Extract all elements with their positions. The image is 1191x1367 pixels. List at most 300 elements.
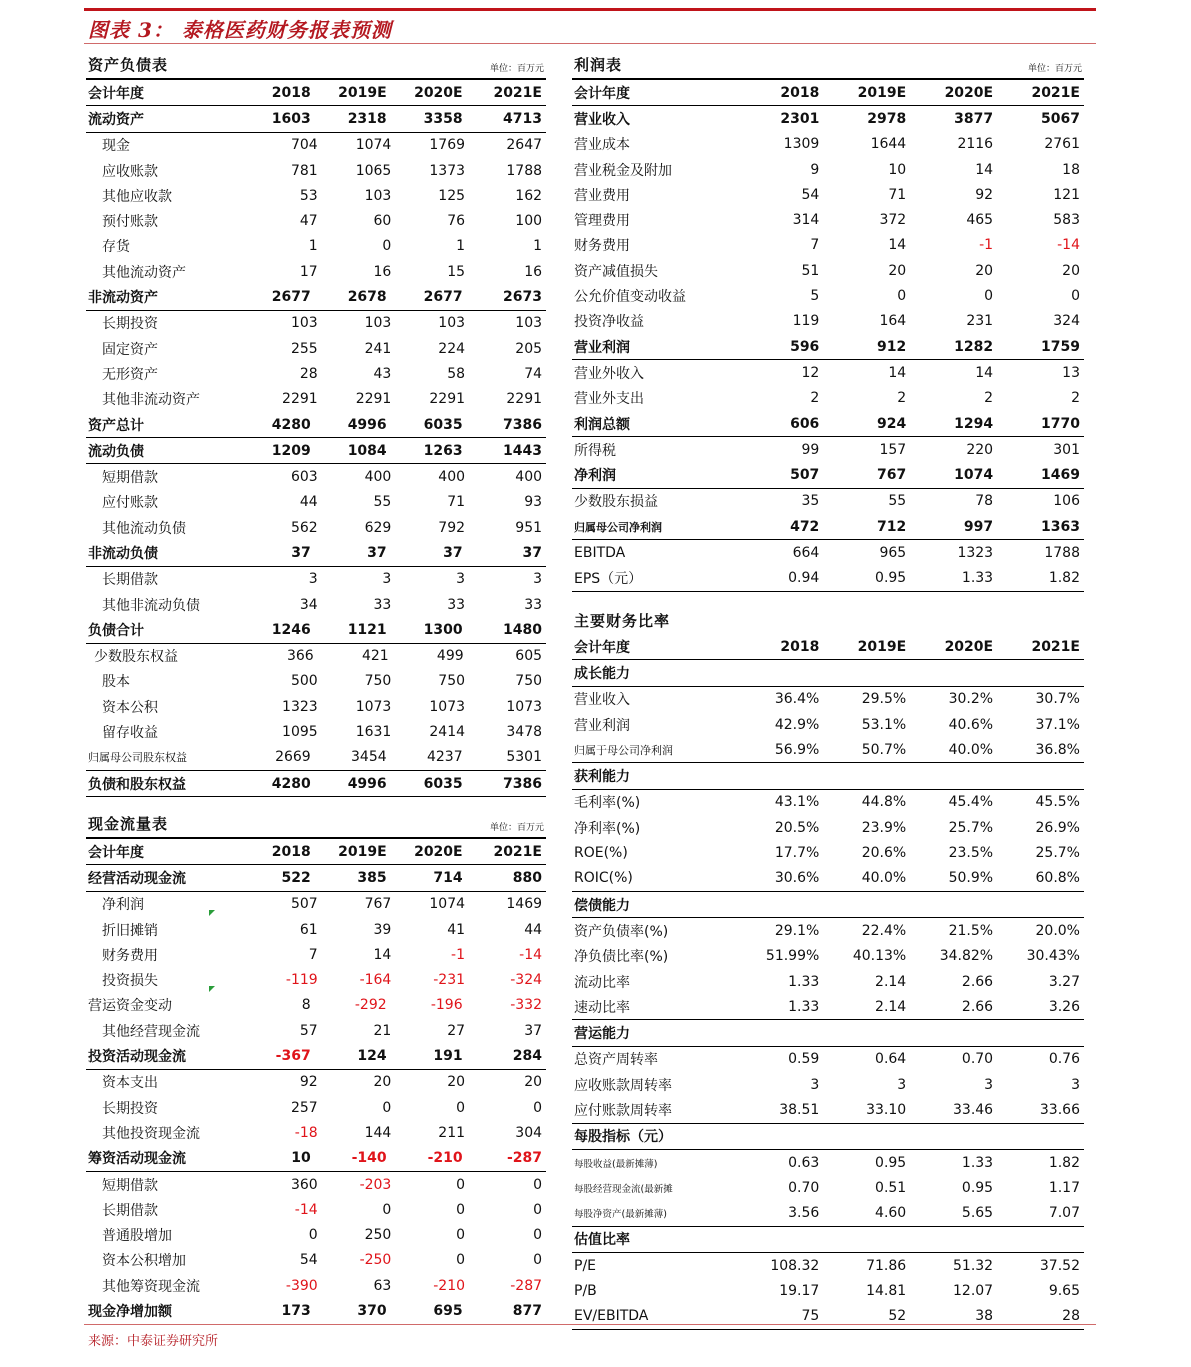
row-value: 2: [810, 390, 820, 407]
row-value: 1788: [506, 162, 543, 179]
row-value: 704: [290, 137, 318, 154]
row-value: 1300: [423, 621, 463, 638]
row-value: 1: [308, 238, 318, 255]
row-value: 2647: [506, 137, 543, 154]
row-label: 留存收益: [102, 725, 158, 742]
row-value: 173: [281, 1302, 311, 1319]
row-value: 0.95: [875, 570, 907, 587]
row-value: 1.33: [961, 1154, 994, 1171]
row-value: 2761: [1044, 136, 1080, 153]
table-row: [86, 464, 546, 489]
row-value: 14.81: [866, 1283, 907, 1300]
row-value: 43: [373, 365, 392, 382]
row-value: -287: [506, 1150, 542, 1167]
cash-flow-title: 现金流量表: [88, 815, 169, 833]
row-value: 12.07: [953, 1283, 994, 1300]
table-row: [572, 944, 1084, 969]
row-value: 157: [879, 441, 907, 458]
row-label: 流动负债: [88, 443, 144, 460]
row-value: 8: [301, 997, 311, 1014]
row-value: 0: [382, 1201, 392, 1218]
row-value: 14: [888, 237, 907, 254]
row-label: 净利润: [574, 468, 616, 485]
header-year: 2019E: [338, 84, 387, 101]
row-value: 51.32: [953, 1257, 994, 1274]
row-value: 231: [966, 313, 994, 330]
row-value: 7386: [503, 416, 542, 433]
table-row: [86, 617, 546, 643]
table-row: [572, 132, 1084, 157]
table-row: [572, 840, 1084, 865]
row-value: -196: [430, 997, 463, 1014]
row-value: 2677: [271, 289, 311, 306]
row-label: 投资损失: [102, 973, 158, 990]
table-row: [572, 309, 1084, 334]
row-value: 605: [515, 648, 543, 665]
row-value: 0: [456, 1176, 466, 1193]
row-value: 1469: [1041, 467, 1080, 484]
table-row: [86, 1146, 546, 1172]
row-value: 2.14: [875, 973, 907, 990]
row-value: 2.66: [961, 973, 994, 990]
row-value: 472: [790, 518, 820, 535]
row-value: 27: [447, 1022, 466, 1039]
header-year: 2021E: [1031, 84, 1080, 101]
row-value: -287: [510, 1277, 543, 1294]
row-value: 58: [447, 365, 466, 382]
row-value: 1084: [347, 442, 387, 459]
row-value: 60.8%: [1035, 870, 1080, 887]
table-row: [86, 284, 546, 310]
row-value: -203: [359, 1176, 392, 1193]
row-value: 14: [373, 946, 392, 963]
row-value: 1073: [355, 698, 392, 715]
table-row: [86, 387, 546, 412]
table-row: [86, 1120, 546, 1145]
row-value: 2291: [282, 391, 318, 408]
row-value: 41: [447, 921, 466, 938]
table-row: [572, 1253, 1084, 1278]
row-value: 2677: [423, 289, 463, 306]
row-value: 20: [524, 1074, 543, 1091]
row-value: 2414: [429, 724, 466, 741]
row-label: 资产负债率(%): [574, 923, 669, 940]
row-value: 3877: [954, 110, 994, 127]
row-value: 366: [286, 648, 314, 665]
row-value: 2: [1071, 390, 1080, 407]
row-label: 筹资活动现金流: [88, 1151, 186, 1168]
row-value: 6035: [423, 416, 463, 433]
row-value: 951: [515, 519, 543, 536]
table-header-row: [572, 634, 1084, 660]
table-row: [572, 918, 1084, 943]
header-year: 2020E: [414, 84, 463, 101]
table-header-row: [86, 80, 546, 106]
row-value: 1469: [506, 896, 543, 913]
row-value: 1323: [957, 544, 994, 561]
row-value: 74: [524, 365, 543, 382]
row-value: 99: [801, 441, 820, 458]
row-value: 37: [367, 544, 387, 561]
row-value: 1.17: [1048, 1179, 1080, 1196]
row-value: 20: [975, 262, 994, 279]
row-value: 17.7%: [774, 845, 820, 862]
row-value: 284: [512, 1048, 542, 1065]
balance-sheet-unit: 单位：百万元: [489, 64, 544, 74]
row-label: 其他非流动资产: [102, 392, 200, 409]
row-value: 3.27: [1048, 973, 1080, 990]
row-value: 5067: [1041, 110, 1080, 127]
row-label: 利润总额: [574, 416, 630, 433]
row-value: 3: [308, 571, 318, 588]
row-value: 56.9%: [774, 741, 820, 758]
row-value: 0.51: [875, 1179, 907, 1196]
income-statement-unit: 单位：百万元: [1027, 64, 1082, 74]
table-header-row: [572, 80, 1084, 106]
row-value: 400: [364, 469, 392, 486]
row-value: 750: [515, 673, 543, 690]
header-year: 2021E: [493, 84, 542, 101]
row-value: 7.07: [1048, 1205, 1080, 1222]
table-row: [86, 1197, 546, 1222]
row-value: 36.8%: [1035, 741, 1080, 758]
row-value: 144: [364, 1124, 392, 1141]
ratios-head: [572, 610, 1084, 634]
row-value: 465: [966, 212, 994, 229]
row-value: 20.5%: [774, 819, 820, 836]
header-year: 2018: [780, 84, 820, 101]
row-label: 负债合计: [88, 622, 144, 639]
table-row: [86, 1298, 546, 1324]
row-value: 40.0%: [948, 741, 994, 758]
income-statement-title: 利润表: [574, 56, 623, 74]
row-value: 20: [447, 1074, 466, 1091]
row-value: 1363: [1041, 518, 1080, 535]
row-value: 250: [364, 1227, 392, 1244]
row-value: 767: [364, 896, 392, 913]
row-value: 26.9%: [1035, 819, 1080, 836]
row-label: 所得税: [574, 442, 616, 459]
row-value: 2318: [347, 110, 387, 127]
row-value: 45.5%: [1035, 794, 1080, 811]
row-value: 35: [801, 493, 820, 510]
header-year: 2018: [271, 843, 311, 860]
table-row: [86, 1273, 546, 1298]
row-value: 3: [810, 1076, 820, 1093]
ratios-table: [572, 634, 1084, 1330]
row-label: 归属于母公司净利润: [574, 743, 673, 757]
row-value: 4280: [271, 775, 311, 792]
row-value: 37.52: [1039, 1257, 1080, 1274]
row-value: 500: [290, 673, 318, 690]
row-label: 资本公积增加: [102, 1253, 186, 1270]
row-value: 421: [361, 648, 389, 665]
table-row: [572, 334, 1084, 360]
row-label: 资本公积: [102, 699, 158, 716]
row-value: 0: [533, 1252, 543, 1269]
table-row: [86, 1070, 546, 1095]
table-row: [86, 1043, 546, 1069]
row-label: EBITDA: [574, 544, 626, 561]
balance-sheet-head: [86, 54, 546, 80]
row-label: 现金: [102, 138, 130, 155]
income-statement-table: [572, 80, 1084, 592]
row-value: 45.4%: [948, 794, 994, 811]
row-value: 51.99%: [765, 948, 820, 965]
row-value: 2291: [429, 391, 466, 408]
row-value: 12: [801, 364, 820, 381]
row-value: 750: [364, 673, 392, 690]
row-label: EV/EBITDA: [574, 1308, 649, 1325]
header-year: 2020E: [944, 84, 994, 101]
row-value: 3: [984, 1076, 994, 1093]
row-label: 少数股东权益: [94, 649, 178, 666]
row-value: 34: [299, 596, 318, 613]
row-label: 非流动负债: [88, 545, 158, 562]
row-value: -119: [285, 972, 318, 989]
row-value: 912: [876, 338, 907, 355]
balance-sheet-title: 资产负债表: [88, 56, 169, 74]
row-label: 普通股增加: [102, 1228, 172, 1245]
row-value: 1.33: [788, 998, 820, 1015]
table-row: [572, 1278, 1084, 1303]
row-value: 1095: [282, 724, 318, 741]
row-value: 0: [533, 1227, 543, 1244]
table-row: [86, 567, 546, 592]
row-value: 1263: [423, 442, 463, 459]
row-value: 400: [515, 469, 543, 486]
row-label: 每股指标（元）: [574, 1129, 672, 1146]
row-value: 121: [1053, 186, 1080, 203]
row-value: 71: [447, 494, 466, 511]
row-value: 55: [888, 493, 907, 510]
row-value: -14: [1057, 237, 1080, 254]
row-label: 长期投资: [102, 316, 158, 333]
cash-flow-table: [86, 839, 546, 1325]
header-year: 2021E: [493, 843, 542, 860]
row-label: 归属母公司股东权益: [88, 751, 187, 765]
table-row: [572, 866, 1084, 892]
row-value: 191: [433, 1048, 463, 1065]
row-value: 103: [364, 187, 392, 204]
table-row: [86, 183, 546, 208]
table-row: [572, 207, 1084, 232]
row-value: 15: [447, 263, 466, 280]
row-value: 0: [456, 1201, 466, 1218]
row-value: 119: [792, 313, 820, 330]
row-value: 71.86: [866, 1257, 907, 1274]
row-value: 51: [801, 262, 820, 279]
row-value: 2669: [275, 749, 311, 766]
row-label: 折旧摊销: [102, 922, 158, 939]
row-label: 财务费用: [102, 947, 158, 964]
row-value: 44.8%: [861, 794, 907, 811]
header-year: 2020E: [944, 638, 994, 655]
table-row: [572, 815, 1084, 840]
row-label: 营业费用: [574, 187, 630, 204]
row-label: 非流动资产: [88, 290, 158, 307]
row-value: 499: [436, 648, 464, 665]
row-label: 其他应收款: [102, 188, 172, 205]
row-value: 42.9%: [774, 716, 820, 733]
row-value: 37.1%: [1035, 716, 1080, 733]
row-label: 管理费用: [574, 213, 630, 230]
table-row: [86, 917, 546, 942]
row-value: 38: [975, 1308, 994, 1325]
row-value: 324: [1053, 313, 1080, 330]
row-value: 57: [299, 1022, 318, 1039]
row-value: 4996: [347, 775, 387, 792]
row-label: 经营活动现金流: [88, 870, 186, 887]
row-value: 21.5%: [948, 922, 994, 939]
row-value: 750: [438, 673, 466, 690]
row-label: 资产总计: [88, 417, 144, 434]
row-value: 100: [515, 213, 543, 230]
row-value: 0.63: [788, 1154, 820, 1171]
row-value: 14: [888, 364, 907, 381]
table-row: [572, 540, 1084, 565]
row-value: 664: [792, 544, 820, 561]
row-label: 应收账款周转率: [574, 1077, 672, 1094]
row-value: 1.33: [961, 570, 994, 587]
row-value: 1282: [954, 338, 994, 355]
cash-flow-unit: 单位：百万元: [489, 823, 544, 833]
row-value: 0.94: [788, 570, 820, 587]
table-row: [572, 737, 1084, 763]
row-value: 33.10: [866, 1101, 907, 1118]
row-value: 63: [373, 1277, 392, 1294]
table-row: [86, 133, 546, 158]
row-label: 短期借款: [102, 1177, 158, 1194]
table-row: [86, 1248, 546, 1273]
header-label: 会计年度: [574, 639, 630, 656]
row-value: 40.0%: [861, 870, 907, 887]
row-value: -231: [433, 972, 466, 989]
row-label: 营业收入: [574, 692, 630, 709]
row-label: 应付账款: [102, 495, 158, 512]
row-value: -390: [285, 1277, 318, 1294]
row-value: 1603: [271, 110, 311, 127]
table-row: [572, 763, 1084, 789]
row-label: 毛利率(%): [574, 795, 641, 812]
table-row: [86, 540, 546, 566]
row-value: -324: [510, 972, 543, 989]
row-value: 241: [364, 340, 392, 357]
row-value: 47: [299, 213, 318, 230]
row-value: 44: [524, 921, 543, 938]
row-value: 1: [533, 238, 543, 255]
row-value: 10: [291, 1150, 311, 1167]
row-value: 1769: [429, 137, 466, 154]
table-row: [572, 411, 1084, 437]
table-row: [86, 644, 546, 669]
row-value: 50.9%: [948, 870, 994, 887]
row-value: 301: [1053, 441, 1080, 458]
row-value: 124: [357, 1048, 387, 1065]
row-value: 767: [876, 467, 907, 484]
row-label: 长期借款: [102, 1202, 158, 1219]
row-value: 385: [357, 869, 387, 886]
row-value: 53.1%: [861, 716, 907, 733]
row-label: 其他经营现金流: [102, 1023, 200, 1040]
table-row: [86, 1018, 546, 1043]
row-value: 0: [382, 1099, 392, 1116]
table-row: [86, 942, 546, 967]
row-value: -210: [433, 1277, 466, 1294]
row-label: 公允价值变动收益: [574, 289, 686, 306]
row-value: 37: [524, 1022, 543, 1039]
table-row: [86, 669, 546, 694]
table-row: [572, 660, 1084, 686]
table-row: [572, 687, 1084, 712]
row-label: P/E: [574, 1257, 597, 1274]
row-value: 2978: [867, 110, 907, 127]
row-value: 1: [456, 238, 466, 255]
row-value: 924: [876, 415, 907, 432]
row-value: 4996: [347, 416, 387, 433]
green-corner-mark: [209, 910, 215, 916]
row-value: 37: [443, 544, 463, 561]
row-value: 220: [966, 441, 994, 458]
row-value: 54: [299, 1252, 318, 1269]
table-row: [572, 994, 1084, 1020]
balance-sheet-panel: [86, 54, 546, 797]
header-year: 2019E: [857, 638, 907, 655]
row-value: 20.6%: [861, 845, 907, 862]
row-value: 92: [299, 1074, 318, 1091]
row-label: 资产减值损失: [574, 263, 658, 280]
row-value: 0.64: [875, 1051, 907, 1068]
table-row: [572, 892, 1084, 918]
row-label: 流动资产: [88, 111, 144, 128]
ratios-panel: [572, 610, 1084, 1330]
table-row: [86, 993, 546, 1018]
row-value: 1294: [954, 415, 994, 432]
row-label: P/B: [574, 1283, 597, 1300]
row-value: 16: [373, 263, 392, 280]
row-value: 257: [290, 1099, 318, 1116]
row-value: 1443: [503, 442, 542, 459]
row-value: 1074: [954, 467, 994, 484]
header-year: 2020E: [414, 843, 463, 860]
row-value: 1074: [429, 896, 466, 913]
row-label: 每股净资产(最新摊薄): [574, 1209, 667, 1221]
row-value: 6035: [423, 775, 463, 792]
row-label: 每股收益(最新摊薄): [574, 1158, 658, 1170]
table-row: [572, 182, 1084, 207]
table-row: [86, 361, 546, 386]
row-value: 92: [975, 186, 994, 203]
row-label: 净利率(%): [574, 820, 641, 837]
row-label: 速动比率: [574, 999, 630, 1016]
row-label: 获利能力: [574, 769, 630, 786]
row-value: 103: [438, 315, 466, 332]
row-value: 877: [512, 1302, 542, 1319]
row-value: 20: [888, 262, 907, 279]
row-value: 33.46: [953, 1101, 994, 1118]
row-value: -250: [359, 1252, 392, 1269]
row-value: 4237: [426, 749, 463, 766]
row-value: 304: [515, 1124, 543, 1141]
row-value: 30.2%: [948, 691, 994, 708]
table-row: [572, 1150, 1084, 1175]
row-value: 255: [290, 340, 318, 357]
row-value: 40.6%: [948, 716, 994, 733]
row-value: -367: [275, 1048, 311, 1065]
row-value: 1073: [506, 698, 543, 715]
row-value: 23.9%: [861, 819, 907, 836]
row-value: 2.14: [875, 998, 907, 1015]
